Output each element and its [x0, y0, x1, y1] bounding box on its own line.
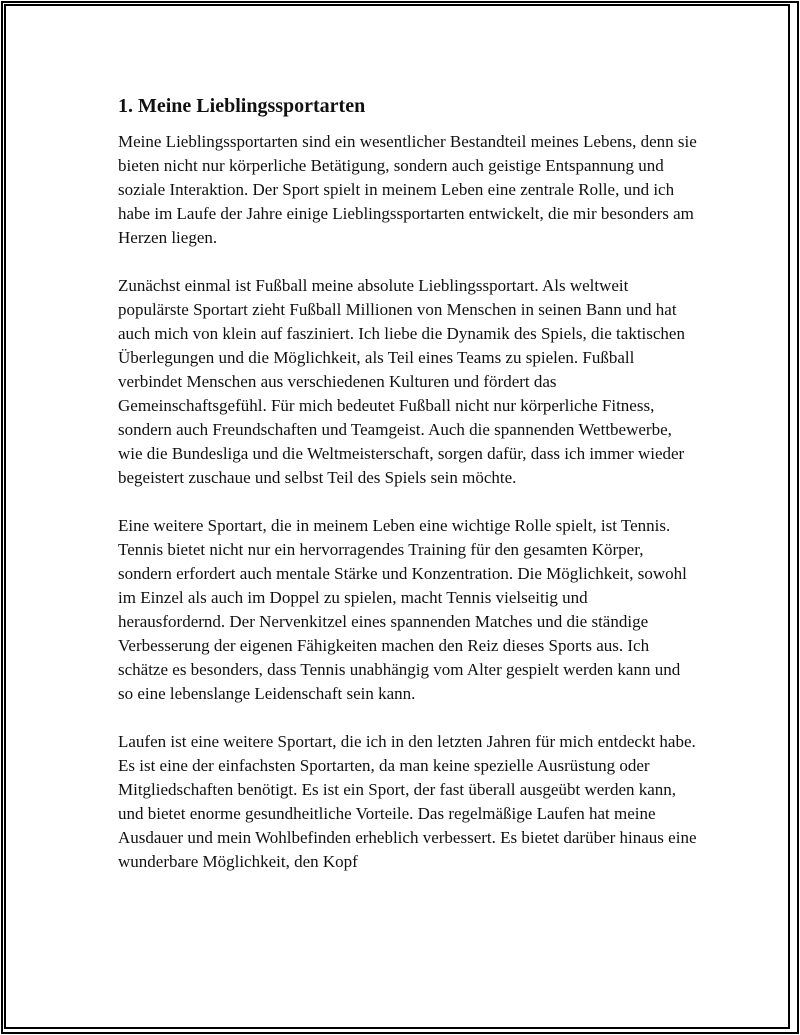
document-page: [118, 92, 698, 898]
paragraph-football: Zunächst einmal ist Fußball meine absolute Lieblingssportart. Als weltweit populärste Sportart zieht Fußball Millionen von Menschen in seinen Bann und hat auch mich von klein auf fasziniert. Ich liebe die Dynamik des Spiels, die taktischen Überlegungen und die Möglichkeit, als Teil eines Teams zu spielen. Fußball verbindet Menschen aus verschiedenen Kulturen und fördert das Gemeinschaftsgefühl. Für mich bedeutet Fußball nicht nur körperliche Fitness, sondern auch Freundschaften und Teamgeist. Auch die spannenden Wettbewerbe, wie die Bundesliga und die Weltmeisterschaft, sorgen dafür, dass ich immer wieder begeistert zuschaue und selbst Teil des Spiels sein möchte.: [118, 276, 685, 487]
paragraph-running: Laufen ist eine weitere Sportart, die ich in den letzten Jahren für mich entdeckt habe. Es ist eine der einfachsten Sportarten, da man keine spezielle Ausrüstung oder Mitgliedschaften benötigt. Es ist ein Sport, der fast überall ausgeübt werden kann, und bietet enorme gesundheitliche Vorteile. Das regelmäßige Laufen hat meine Ausdauer und mein Wohlbefinden erheblich verbessert. Es bietet darüber hinaus eine wunderbare Möglichkeit, den Kopf: [118, 732, 697, 871]
paragraph-tennis: Eine weitere Sportart, die in meinem Leben eine wichtige Rolle spielt, ist Tennis. Tennis bietet nicht nur ein hervorragendes Training für den gesamten Körper, sondern erfordert auch mentale Stärke und Konzentration. Die Möglichkeit, sowohl im Einzel als auch im Doppel zu spielen, macht Tennis vielseitig und herausfordernd. Der Nervenkitzel eines spannenden Matches und die ständige Verbesserung der eigenen Fähigkeiten machen den Reiz dieses Sports aus. Ich schätze es besonders, dass Tennis unabhängig vom Alter gespielt werden kann und so eine lebenslange Leidenschaft sein kann.: [118, 516, 687, 703]
paragraph-intro: Meine Lieblingssportarten sind ein wesentlicher Bestandteil meines Lebens, denn sie bieten nicht nur körperliche Betätigung, sondern auch geistige Entspannung und soziale Interaktion. Der Sport spielt in meinem Leben eine zentrale Rolle, und ich habe im Laufe der Jahre einige Lieblingssportarten entwickelt, die mir besonders am Herzen liegen.: [118, 132, 697, 247]
section-heading: 1. Meine Lieblingssportarten: [118, 95, 366, 117]
